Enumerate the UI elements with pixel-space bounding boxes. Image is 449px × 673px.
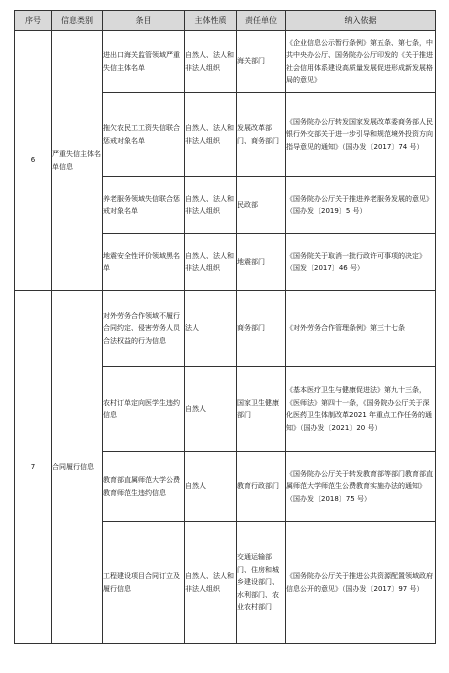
table-row bbox=[15, 291, 436, 367]
group-number: 6 bbox=[15, 31, 52, 291]
nature-cell: 法人 bbox=[185, 291, 237, 367]
item-cell: 拖欠农民工工资失信联合惩戒对象名单 bbox=[103, 93, 185, 177]
basis-cell: 《国务院办公厅关于推进公共资源配置领域政府信息公开的意见》（国办发〔2017〕97 号） bbox=[286, 522, 436, 644]
header-category: 信息类别 bbox=[52, 11, 103, 31]
basis-cell: 《国务院办公厅关于推进养老服务发展的意见》（国办发〔2019〕5 号） bbox=[286, 177, 436, 234]
credit-info-table bbox=[14, 10, 436, 644]
basis-cell: 《企业信息公示暂行条例》第五条、第七条，中共中央办公厅、国务院办公厅印发的《关于推进社会信用体系建设高质量发展促进形成新发展格局的意见》 bbox=[286, 31, 436, 93]
header-nature: 主体性质 bbox=[185, 11, 237, 31]
nature-cell: 自然人 bbox=[185, 367, 237, 452]
basis-cell: 《对外劳务合作管理条例》第三十七条 bbox=[286, 291, 436, 367]
item-cell: 进出口海关监管领域严重失信主体名单 bbox=[103, 31, 185, 93]
nature-cell: 自然人 bbox=[185, 452, 237, 522]
nature-cell: 自然人、法人和非法人组织 bbox=[185, 522, 237, 644]
nature-cell: 自然人、法人和非法人组织 bbox=[185, 177, 237, 234]
header-basis: 纳入依据 bbox=[286, 11, 436, 31]
dept-cell: 发展改革部门、商务部门 bbox=[237, 93, 286, 177]
header-dept: 责任单位 bbox=[237, 11, 286, 31]
item-cell: 农村订单定向医学生违约信息 bbox=[103, 367, 185, 452]
item-cell: 工程建设项目合同订立及履行信息 bbox=[103, 522, 185, 644]
dept-cell: 民政部 bbox=[237, 177, 286, 234]
dept-cell: 交通运输部门、住房和城乡建设部门、水利部门、农业农村部门 bbox=[237, 522, 286, 644]
nature-cell: 自然人、法人和非法人组织 bbox=[185, 93, 237, 177]
header-no: 序号 bbox=[15, 11, 52, 31]
header-item: 条目 bbox=[103, 11, 185, 31]
group-category: 严重失信主体名单信息 bbox=[52, 31, 103, 291]
basis-cell: 《国务院关于取消一批行政许可事项的决定》（国发〔2017〕46 号） bbox=[286, 234, 436, 291]
item-cell: 养老服务领域失信联合惩戒对象名单 bbox=[103, 177, 185, 234]
dept-cell: 海关部门 bbox=[237, 31, 286, 93]
item-cell: 地震安全性评价领域黑名单 bbox=[103, 234, 185, 291]
basis-cell: 《基本医疗卫生与健康促进法》第九十三条，《医师法》第四十一条，《国务院办公厅关于深化医药卫生体制改革2021 年重点工作任务的通知》（国办发〔2021〕20 号） bbox=[286, 367, 436, 452]
table-header-row bbox=[15, 11, 436, 31]
nature-cell: 自然人、法人和非法人组织 bbox=[185, 234, 237, 291]
item-cell: 对外劳务合作领域不履行合同约定、侵害劳务人员合法权益的行为信息 bbox=[103, 291, 185, 367]
basis-cell: 《国务院办公厅关于转发教育部等部门教育部直属师范大学师范生公费教育实施办法的通知》（国办发〔2018〕75 号） bbox=[286, 452, 436, 522]
table-row bbox=[15, 31, 436, 93]
dept-cell: 教育行政部门 bbox=[237, 452, 286, 522]
dept-cell: 商务部门 bbox=[237, 291, 286, 367]
item-cell: 教育部直属师范大学公费教育师范生违约信息 bbox=[103, 452, 185, 522]
dept-cell: 地震部门 bbox=[237, 234, 286, 291]
group-category: 合同履行信息 bbox=[52, 291, 103, 644]
basis-cell: 《国务院办公厅转发国家发展改革委商务部人民银行外交部关于进一步引导和规范境外投资方向指导意见的通知》（国办发〔2017〕74 号） bbox=[286, 93, 436, 177]
group-number: 7 bbox=[15, 291, 52, 644]
nature-cell: 自然人、法人和非法人组织 bbox=[185, 31, 237, 93]
dept-cell: 国家卫生健康部门 bbox=[237, 367, 286, 452]
